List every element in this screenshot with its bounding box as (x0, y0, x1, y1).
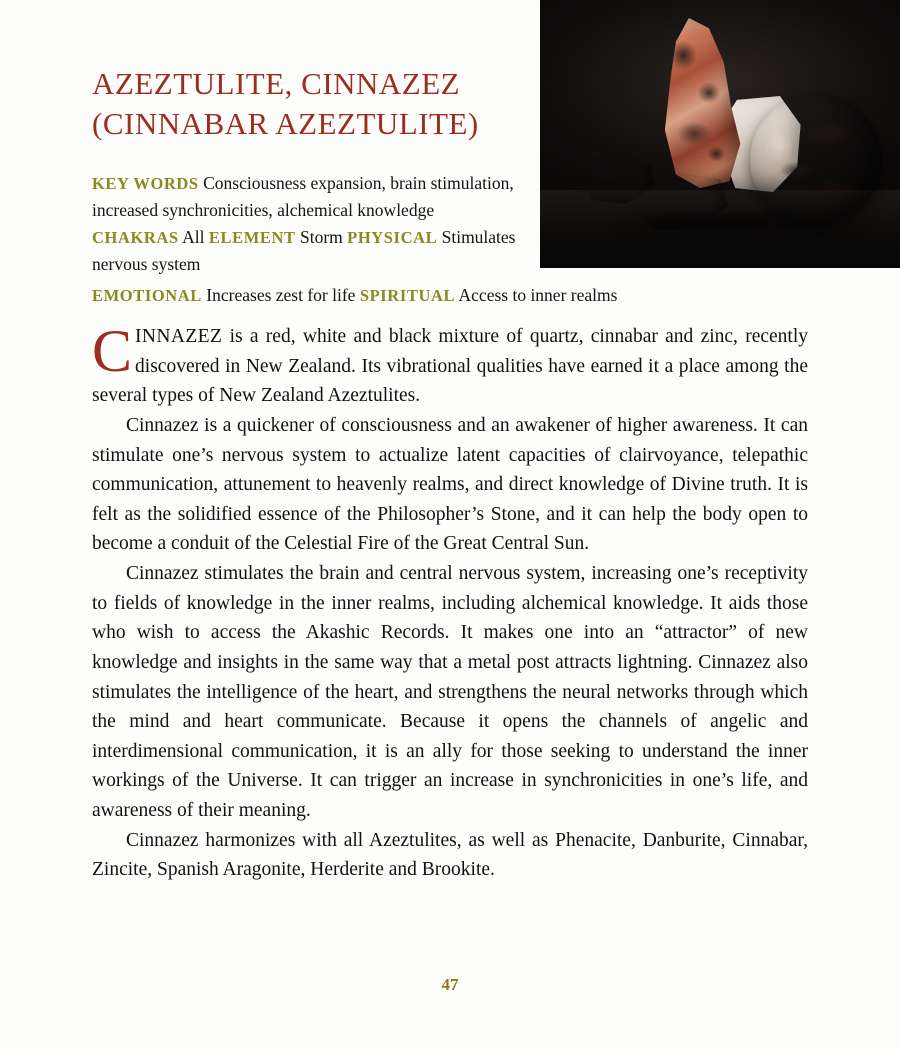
physical-label: PHYSICAL (347, 228, 438, 248)
emotional-value: Increases zest for life (206, 285, 356, 305)
paragraph-3: Cinnazez stimulates the brain and central nervous system, increasing one’s receptivity to fields of knowledge in the inner realms, including alchemical knowledge. It aids those who wish to access the Akashic Records. It makes one into an “attractor” of new knowledge and insights in the same way that a metal post attracts lightning. Cinnazez also stimulates the intelligence of the heart, and strengthens the neural networks through which the mind and heart communicate. Because it opens the channels of angelic and interdimensional communication, it is an ally for those seeking to understand the inner workings of the Universe. It can trigger an increase in synchronicities in one’s life, and awareness of their meaning. (92, 563, 808, 821)
page-number: 47 (441, 975, 459, 994)
polished-sphere-stone (750, 94, 882, 226)
drop-cap: C (92, 318, 133, 384)
keywords-block (92, 170, 516, 279)
element-value: Storm (299, 227, 343, 248)
physical-value: Stimulates nervous system (92, 227, 516, 275)
entry-body (92, 318, 808, 885)
paragraph-1 (92, 318, 808, 411)
emotional-label: EMOTIONAL (92, 286, 202, 305)
element-label: ELEMENT (208, 228, 296, 248)
chakras-value: All (182, 227, 205, 248)
entry-title-line-1: AZEZTULITE, CINNAZEZ (92, 66, 461, 101)
keywords-block-secondary (92, 282, 812, 309)
paragraph-1-text: is a red, white and black mixture of quartz, cinnabar and zinc, recently discovered in New Zealand. Its vibrational qualities have earned it a place among the several types of New Zealand Azeztulites. (92, 326, 808, 407)
chakras-label: CHAKRAS (92, 228, 179, 248)
specimen-photo (540, 0, 900, 268)
spiritual-value: Access to inner realms (458, 285, 618, 305)
spiritual-label: SPIRITUAL (359, 286, 456, 305)
entry-title (92, 64, 522, 143)
key-words-label: KEY WORDS (92, 174, 199, 193)
paragraph-2: Cinnazez is a quickener of consciousness and an awakener of higher awareness. It can stimulate one’s nervous system to actualize latent capacities of clairvoyance, telepathic communication, attunement to heavenly realms, and direct knowledge of Divine truth. It is felt as the solidified essence of the Philosopher’s Stone, and it can help the body open to become a conduit of the Celestial Fire of the Great Central Sun. (92, 414, 808, 555)
key-words-value: Consciousness expansion, brain stimulation, increased synchronicities, alchemical knowledge (92, 173, 514, 221)
entry-title-line-2: (CINNABAR AZEZTULITE) (92, 105, 479, 141)
paragraph-4: Cinnazez harmonizes with all Azeztulites, as well as Phenacite, Danburite, Cinnabar, Zincite, Spanish Aragonite, Herderite and Brookite. (92, 829, 808, 881)
paragraph-1-smallcaps: INNAZEZ (135, 326, 223, 347)
